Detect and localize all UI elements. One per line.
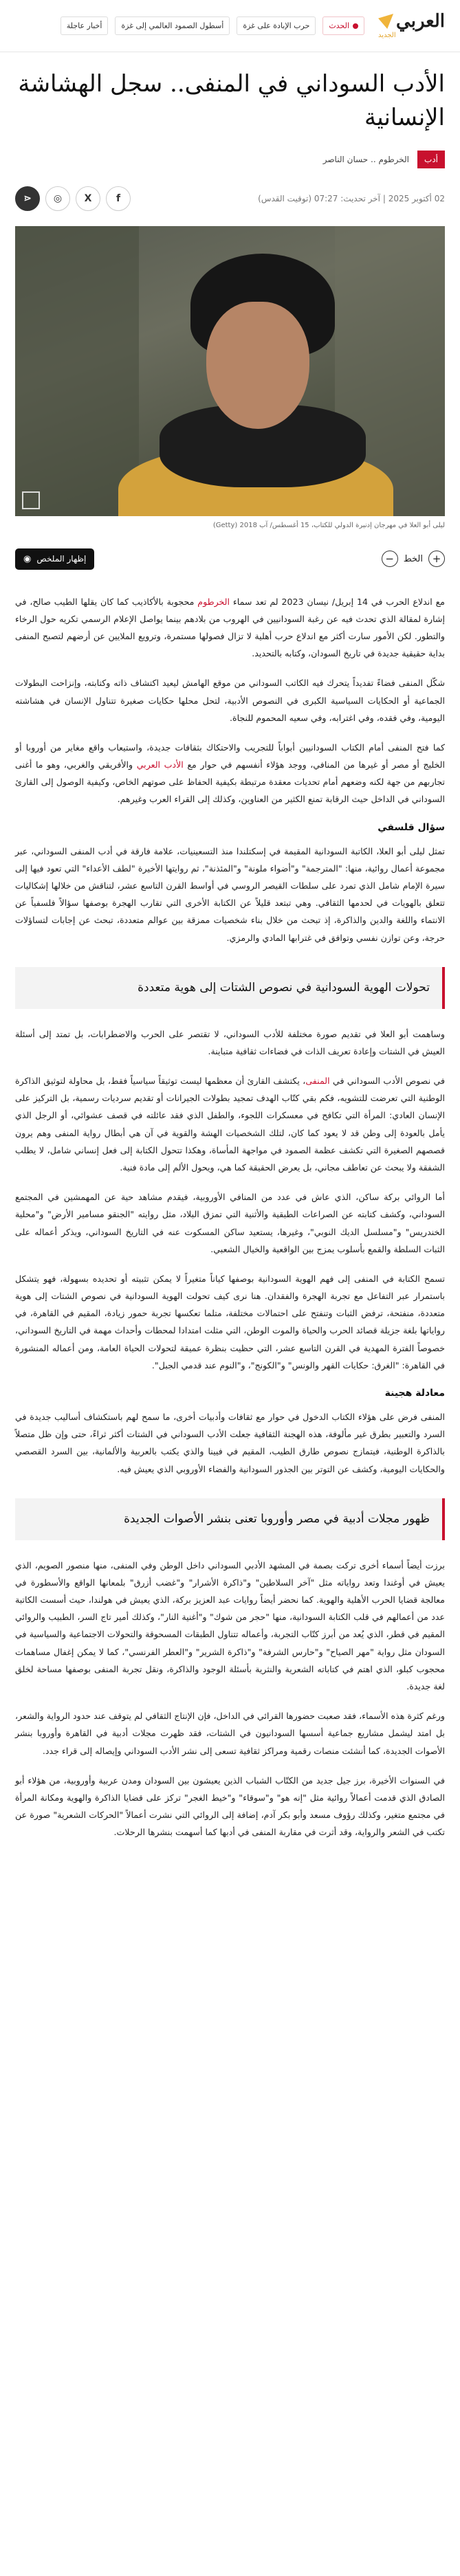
site-logo[interactable] xyxy=(378,12,445,39)
logo-text: العربي xyxy=(396,11,445,32)
live-dot-icon xyxy=(353,23,358,29)
link-exile[interactable]: المنفى xyxy=(305,1076,330,1087)
paragraph: في السنوات الأخيرة، برز جيل جديد من الكتّاب الشباب الذين يعيشون بين السودان ومدن عربية وأوروبية، من هؤلاء أبو الصادق الذي قدمت أعمالاً روائية مثل "إنه هو" و"سوقاء" و"خيط الغجر" تركز على قضايا الذاكرة والهوية ومكانة المرأة في مجتمع متغير، وكذلك رؤوف مسعد وأبو بكر آدم، إضافة إلى الروائي التي نشرت أعمالاً "الحركات الشعرية" صورة عن تكتب في الشعر والرواية، وقد أثرت في مقاربة المنفى في أدبها كما أسهمت بنشرها الرحلات. xyxy=(15,1775,445,1838)
paragraph: أما الروائي بركة ساكن، الذي عاش في عدد من المنافي الأوروبية، فيقدم مشاهد حية عن المهمشين في المجتمع السوداني، وكشف كتابته عن الصراعات الطبقية والأثنية التي تمزق البلاد، مثل روايته "الجنقو مسامير الأرض" و"محلية الخندريس" و"مسلسل الديك النوبي"، وغيرها، يستعيد ساكن المسكوت عنه في التاريخ السوداني، ويذكر أعماله على الثبات السلطة والقمع بأسلوب يمزج بين الواقعية والخيال الشعبي. xyxy=(15,1192,445,1254)
paragraph: برزت أيضاً أسماء أخرى تركت بصمة في المشهد الأدبي السوداني داخل الوطن وفي المنفى، منها منصور الصويم، الذي يعيش في أوغندا وتعد رواياته مثل "آخر السلاطين" و"ذاكرة الأشرار" و"غضب أزرق" بلمعانها الواقع والأسطورة في معالجة قضايا الحرب الأهلية والهوية. كما نحضر أيضاً روايات عبد العزيز بركة، الذي يعيش في هولندا، حيث أسست الكاتبة عدد من أعمالهم في قلب الكتابة السودانية، منها "حجر من شوك" و"أغنية النار"، وكذلك أمير تاج السر، الطبيب والروائي المقيم في قطر، الذي يُعد من أبرز كتّاب التجربة، وأعماله تتناول الطبقات المسحوقة والتحولات الاجتماعية والسياسية في السودان مثل رواية "مهر الصياح" و"حارس الشرفة" و"ذاكرة الشرير" و"العطر الفرنسي"، كما لا يمكن إغفال مساهمات محجوب كبلو، الذي اهتم في كتاباته الشعرية والنثرية بأسئلة الوجود والذاكرة، ونقل تجربة المنفى بوصفها مساحة لخلق لغة جديدة. xyxy=(15,1559,445,1691)
paragraph: كما فتح المنفى أمام الكتاب السودانيين أبواباً للتجريب والاحتكاك بثقافات جديدة، واستيعاب واقع مغاير من أوروبا أو الخليج أو مصر أو غيرها من المنافي، ووجد هؤلاء أنفسهم في حوار مع الأدب العربي والأفريقي والغربي، وهو ما أغنى تجاربهم من جهة لكنه وضعهم أمام تحديات معقدة مرتبطة بكيفية الحفاظ على صوتهم الخاص، وكيفية الوصول إلى القارئ السوداني في الداخل حيث الرقابة تمنع الكثير من العناوين، وكذلك إلى القراء العرب وغيرهم. xyxy=(15,742,446,805)
last-updated: آخر تحديث: 07:27 (توقيت القدس) xyxy=(258,193,381,203)
font-size-control xyxy=(382,551,445,567)
logo-bird-icon xyxy=(378,14,393,29)
subheading: معادلة هجينة xyxy=(384,1388,445,1399)
site-header xyxy=(0,0,460,52)
link-khartoum[interactable]: الخرطوم xyxy=(197,596,230,607)
paragraph: مع اندلاع الحرب في 14 إبريل/ نيسان 2023 لم تعد سماء الخرطوم محجوبة بالأكاذيب كما كان يقلها الطيب صالح، في إشارة لمقالة الذي تحدث فيه عن رغبة السودانيين في الهروب من بلادهم بينما يواصل الإعلام الرسمي تكريه حول الرخاء والتطور. لكن الأمور سارت أكثر مع اندلاع حرب أهلية لا تزال فصولها مستمرة، وترويع الملايين عن أرضهم لتصبح المنفى بداية حقيقية جديدة في تاريخ السودان، وكتابه بالتحديد. xyxy=(15,596,446,659)
separator: | xyxy=(380,193,386,203)
tag-live[interactable] xyxy=(322,16,364,35)
show-summary-button[interactable] xyxy=(15,548,94,570)
tag-flotilla[interactable]: أسطول الصمود العالمي إلى غزة xyxy=(115,16,230,35)
robot-icon: ◉ xyxy=(23,553,32,564)
pull-quote: ظهور مجلات أدبية في مصر وأوروبا تعنى بنشر الأصوات الجديدة xyxy=(15,1498,445,1540)
paragraph: وساهمت أبو العلا في تقديم صورة مختلفة للأدب السوداني، لا تقتصر على الحرب والاضطرابات، بل تمتد إلى أسئلة العيش في الشتات وإعادة تعريف الذات في فضاءات ثقافية متباينة. xyxy=(15,1028,445,1056)
publish-info xyxy=(258,194,445,203)
font-increase-icon[interactable]: + xyxy=(428,551,445,567)
share-icon[interactable]: ⋖ xyxy=(15,186,40,211)
article-meta xyxy=(15,151,445,168)
article-tools xyxy=(15,548,445,570)
category-badge[interactable]: أدب xyxy=(417,151,445,168)
link-arab-literature[interactable]: الأدب العربي xyxy=(136,759,184,770)
date-share-row xyxy=(15,186,445,211)
tag-breaking-news[interactable]: أخبار عاجلة xyxy=(61,16,109,35)
x-twitter-icon[interactable]: X xyxy=(76,186,100,211)
whatsapp-icon[interactable]: ◎ xyxy=(45,186,70,211)
article-title: الأدب السوداني في المنفى.. سجل الهشاشة الإنسانية xyxy=(18,70,445,132)
subheading: سؤال قلسفي xyxy=(377,821,445,833)
paragraph: تمثل ليلى أبو العلا، الكاتبة السودانية المقيمة في إسكتلندا منذ التسعينيات، علامة فارقة في أدب المنفى السوداني، عبر مجموعة أعمال روائية، منها: "المترجمة" و"أضواء ملونة" و"المئذنة"، ثم روايتها الأخيرة "لطف الأعداء" التي تعود فيها إلى سيرة الإمام شامل الذي تمرد على سلطات القيصر الروسي في أواسط القرن التاسع عشر، لتناقش من خلالها إشكاليات تتعلق بالهويات في لحدمها الثقافي. وهي تبتعد قليلاً عن الكتابة الأخرى التي تقارب الهجرة بوصفها سؤالاً فلسفياً عن الانتماء واللغة والدين والذاكرة، إذ تبحث من خلال بناء شخصيات ممزقة بين عوالم متعددة، تبحث عن إجابات لتساؤلات حرجة، وعن توازن نفسي وتوافق في غترابها المادي والرمزي. xyxy=(15,845,445,943)
facebook-icon[interactable]: f xyxy=(106,186,131,211)
byline[interactable]: الخرطوم .. حسان الناصر xyxy=(322,154,410,164)
paragraph: تسمح الكتابة في المنفى إلى فهم الهوية السودانية بوصفها كياناً متغيراً لا يمكن تثبيته أو تحديده بسهولة، فهو يتشكل باستمرار عبر التفاعل مع تجربة الهجرة والفقدان. هنا نرى كيف تحولت الهوية السودانية في نصوص الشتات إلى هوية متعددة، منفتحة، ترفض الثبات وتنفتح على احتمالات مختلفة، متلما تعكسها تجربة حمور زيادة، المقيم في القاهرة، في رواياتها بلغة جزيلة قصائد الحرب والحياة والموت الوطن، التي مثلت امتدادا لمحطات وأحداث مهمة في التاريخ السوداني، خصوصاً الفترة المهدية في القرن التاسع عشر، التي حظيت بنظرة عميقة لتحولات الحياة العامة، ومن أعماله المنشورة في القاهرة: "الغرق: حكايات القهر والونس" و"الكونج"، و"النوم عند قدمي الجبل". xyxy=(15,1273,445,1370)
paragraph: المنفى فرض على هؤلاء الكتاب الدخول في حوار مع ثقافات وأدبيات أخرى، ما سمح لهم باستكشاف أساليب جديدة في السرد والتعبير بطرق غير مألوفة، هذه الهجنة الثقافية جعلت الأدب السوداني في الشتات أكثر ثراءً، حتى وإن ظل متصلاً بالذاكرة الوطنية، فيتمازج نصوص طارق الطيب، المقيم في فيينا والذي يكتب بالعربية والألمانية، بين السرد القصصي والحكايات اليومية، وكشف عن التوتر بين الجذور السودانية والفضاء الأوروبي الذي يعيش فيه. xyxy=(15,1412,445,1474)
publish-date: 02 أكتوبر 2025 xyxy=(388,193,445,203)
paragraph: في نصوص الأدب السوداني في المنفى، يكتشف القارئ أن معظمها ليست توثيقاً سياسياً فقط، بل محاولة لتوثيق الذاكرة الوطنية التي تعرضت للتشويه، فكم بقي كتّاب الهدف تمجيد بطولات الجيرانات أو تقديم سرديات رسمية، بل التركيز على الإنسان العادي: المرأة التي تكافح في معسكرات اللجوء، والطفل الذي فقد عائلته في قصف عشوائي، أو الرجل الذي يأمل بالعودة إلى وطن قد لا يعود كما كان، لتلك الشخصيات الهشة والقوية في آن هي أبطال رواية المنفى وهم يرون قصصهم الصغيرة التي تكشف عظمة الصمود في مواجهة المأساة، وهكذا تتحول الكتابة إلى فعل إنساني شامل، لا يطلب الشفقة ولا يبحث عن تعاطف مجاني، بل يعرض الحقيقة كما هي، ويحول الألم إلى مادة فنية. xyxy=(15,1076,446,1173)
font-decrease-icon[interactable]: − xyxy=(382,551,398,567)
expand-icon[interactable] xyxy=(22,491,40,509)
article-body xyxy=(15,593,445,1841)
summary-label: إظهار الملخص xyxy=(36,554,87,564)
tag-gaza-war[interactable]: حرب الإبادة على غزة xyxy=(237,16,316,35)
article-photo[interactable] xyxy=(15,226,445,516)
paragraph: شكّل المنفى فضاءً تفديداً يتحرك فيه الكاتب السوداني من موقع الهامش ليعيد اكتشاف ذاته وكتابته، وإنزاحت البطولات الجماعية أو الحكايات السياسية الكبرى في النصوص الأدبية، لتحل محلها حكايات صغيرة تتناول الإنسان في هشاشته اليومية، وفي فقده، وفي اغترابه، وفي سعيه المحموم للنجاة. xyxy=(15,678,445,723)
photo-caption: ليلى أبو العلا في مهرجان إدنبرة الدولي للكتاب، 15 أغسطس/ آب 2018 (Getty) xyxy=(212,521,445,529)
tag-live-label: الحدث xyxy=(329,21,350,30)
logo-sub-text: الجديد xyxy=(378,32,396,39)
font-label: الخط xyxy=(403,553,423,564)
pull-quote: تحولات الهوية السودانية في نصوص الشتات إلى هوية متعددة xyxy=(15,967,445,1009)
share-buttons xyxy=(15,186,131,211)
paragraph: ورغم كثرة هذه الأسماء، فقد صعبت حضورها القرائي في الداخل، فإن الإنتاج الثقافي لم يتوقف عند حدود الرواية والشعر، بل امتد ليشمل مشاريع جماعية أسسها السودانيون في الشتات، فقد ظهرت مجلات أدبية في القاهرة وأوروبا بنشر الأصوات الجديدة، كما أنشئت منصات رقمية ومراكز ثقافية تسعى إلى نشر الأدب السوداني وإيصاله إلى قراء جدد. xyxy=(15,1711,445,1756)
